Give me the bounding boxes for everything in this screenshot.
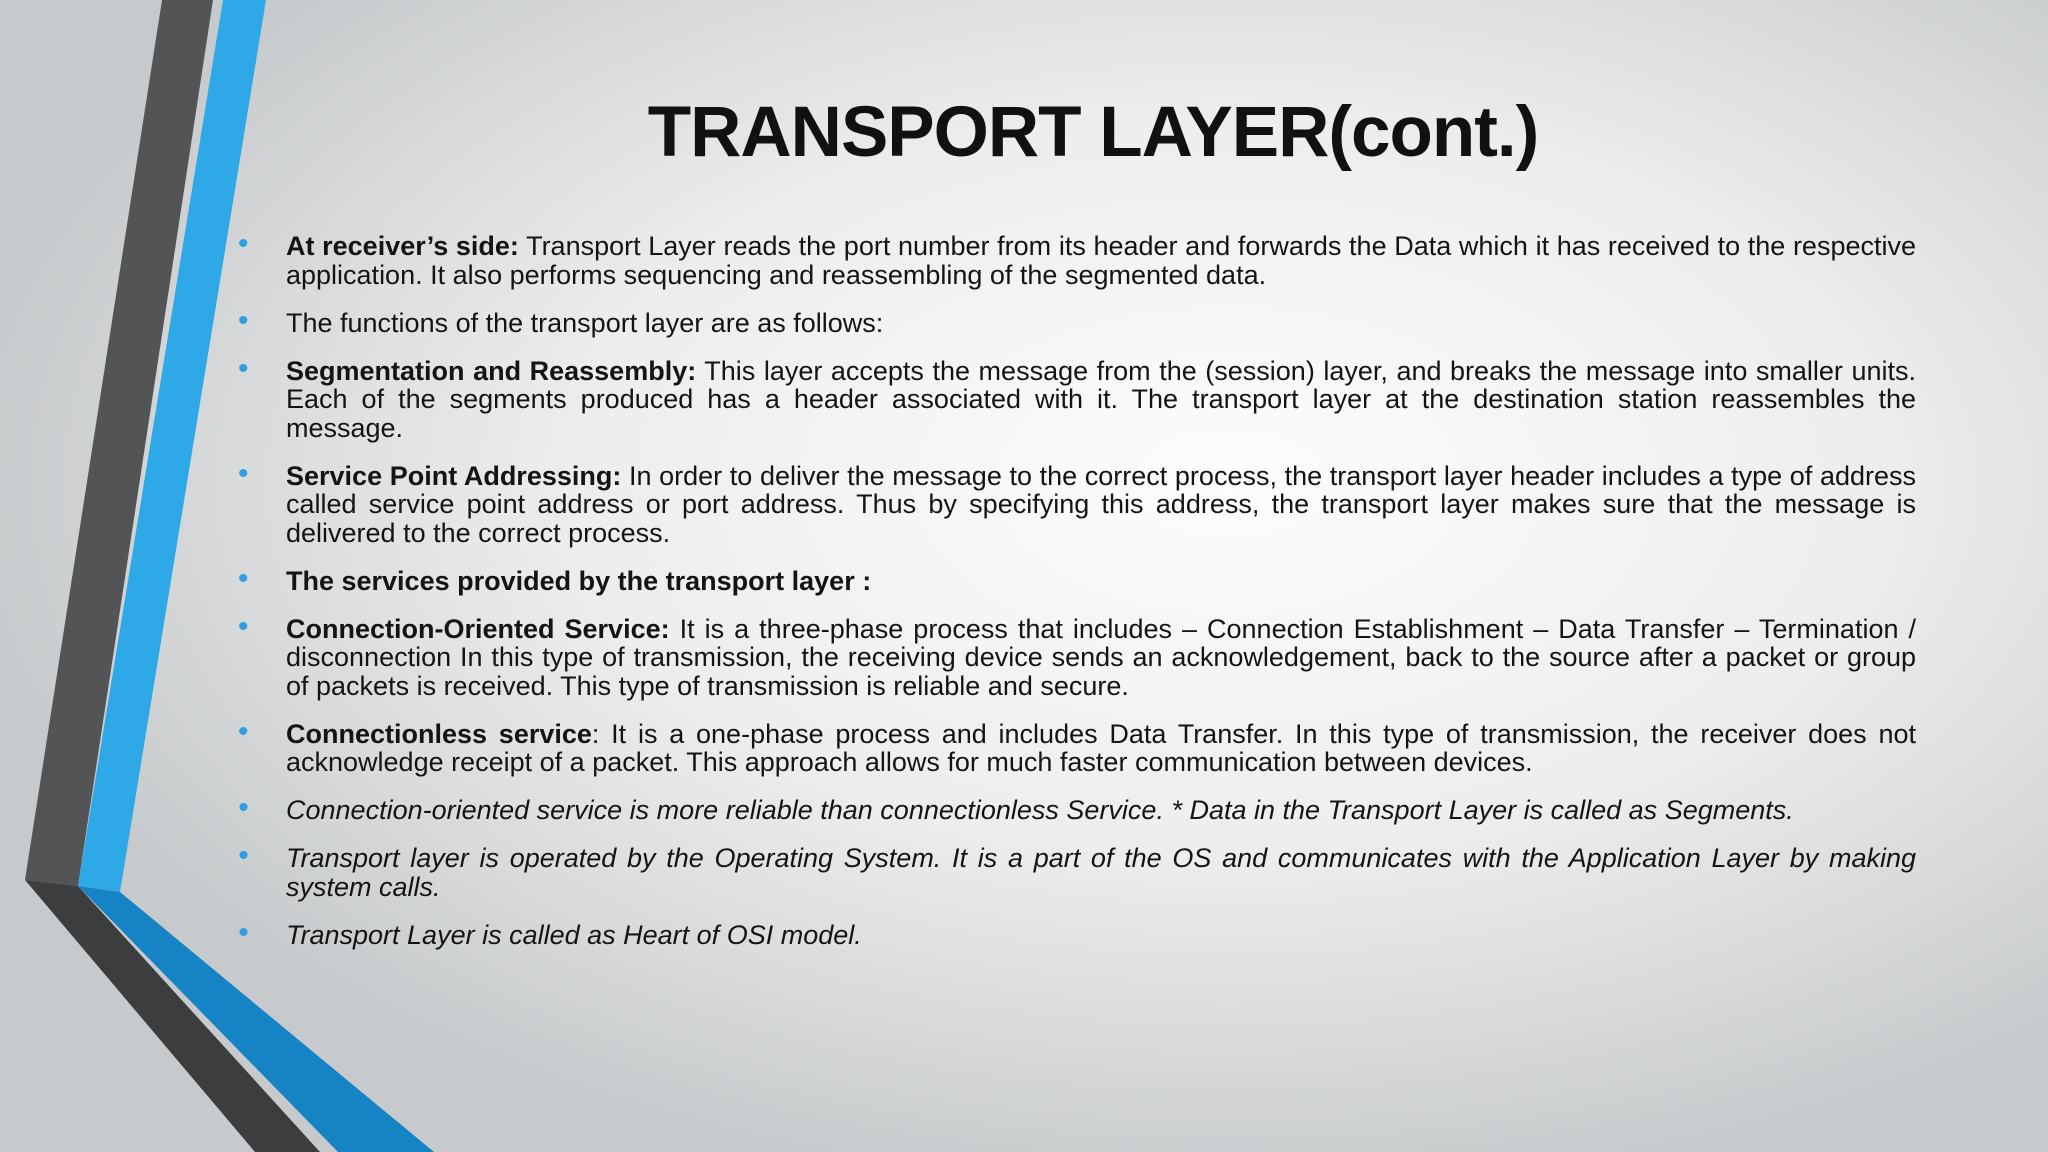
bullet-item — [286, 796, 1916, 825]
bullet-text: Transport layer is operated by the Operating System. It is a part of the OS and communicates with the Application Layer by making system calls. — [286, 843, 1916, 902]
bullet-text: In order to deliver the message to the correct process, the transport layer header includes a type of address called service point address or port address. Thus by specifying this address, the transport layer makes sure that the message is delivered to the correct process. — [286, 460, 1916, 548]
slide-title: TRANSPORT LAYER(cont.) — [647, 93, 1539, 172]
bullet-list — [286, 232, 1916, 969]
bullet-item — [286, 615, 1916, 701]
bullet-item — [286, 309, 1916, 338]
bullet-text: Connection-oriented service is more reliable than connectionless Service. * Data in the Transport Layer is called as Segments. — [286, 795, 1794, 825]
bullet-lead: Segmentation and Reassembly: — [286, 355, 697, 386]
bullet-item — [286, 357, 1916, 443]
bullet-text: Transport Layer reads the port number from its header and forwards the Data which it has received to the respective application. It also performs sequencing and reassembling of the segmented data. — [286, 231, 1916, 290]
bullet-item — [286, 232, 1916, 289]
bullet-lead: Connection-Oriented Service: — [286, 613, 670, 644]
bullet-item — [286, 921, 1916, 950]
bullet-item — [286, 462, 1916, 548]
bullet-text: This layer accepts the message from the (session) layer, and breaks the message into smaller units. Each of the segments produced has a header associated with it. The transport layer at the destination station reassembles the message. — [286, 355, 1916, 443]
bullet-item — [286, 844, 1916, 901]
bullet-text: Transport Layer is called as Heart of OSI model. — [286, 919, 862, 950]
bullet-text: : It is a one-phase process and includes Data Transfer. In this type of transmission, the receiver does not acknowledge receipt of a packet. This approach allows for much faster communication between devices. — [286, 718, 1916, 777]
bullet-lead: Service Point Addressing: — [286, 460, 622, 491]
bullet-item — [286, 720, 1916, 777]
bullet-lead: Connectionless service — [286, 718, 592, 749]
bullet-lead: The services provided by the transport layer : — [286, 565, 872, 596]
bullet-text: The functions of the transport layer are as follows: — [286, 307, 884, 338]
bullet-item — [286, 567, 1916, 596]
bullet-lead: At receiver’s side: — [286, 231, 519, 261]
dark-gray-wedge — [25, 880, 320, 1152]
bullet-text: It is a three-phase process that includes – Connection Establishment – Data Transfer – Termination / disconnection In this type of transmission, the receiving device sends an acknowledgement, back to the source after a packet or group of packets is received. This type of transmission is reliable and secure. — [286, 613, 1916, 701]
